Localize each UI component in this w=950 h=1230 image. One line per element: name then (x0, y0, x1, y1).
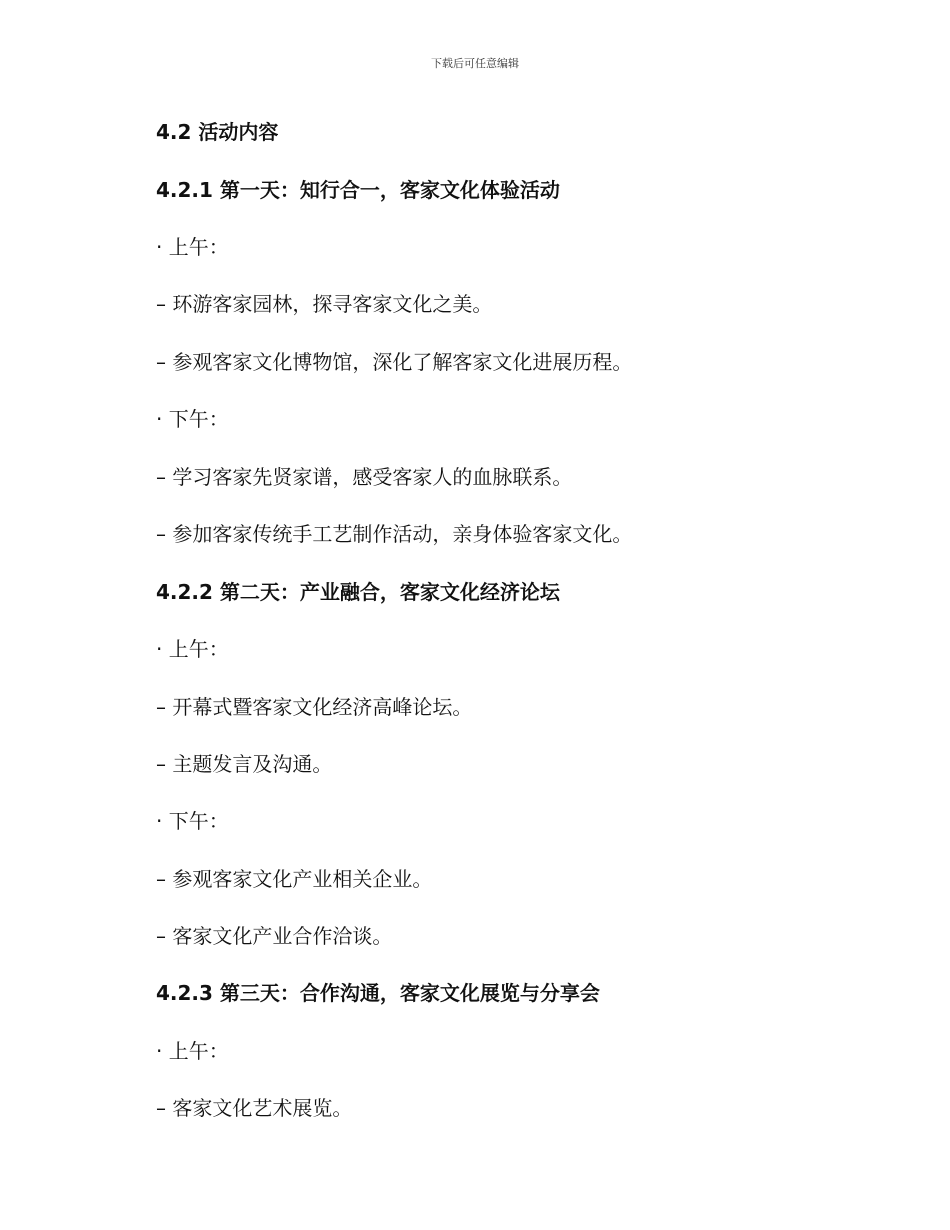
time-label: · 上午： (156, 637, 229, 661)
subsection-heading: 4.2.3 第三天：合作沟通，客家文化展览与分享会 (156, 981, 600, 1005)
time-label: · 下午： (156, 809, 229, 833)
subsection-heading: 4.2.2 第二天：产业融合，客家文化经济论坛 (156, 580, 560, 604)
activity-item: – 参观客家文化博物馆，深化了解客家文化进展历程。 (156, 350, 633, 374)
activity-item: – 参加客家传统手工艺制作活动，亲身体验客家文化。 (156, 522, 633, 546)
time-label: · 上午： (156, 235, 229, 259)
section-heading: 4.2 活动内容 (156, 120, 279, 144)
time-label: · 上午： (156, 1039, 229, 1063)
activity-item: – 客家文化艺术展览。 (156, 1096, 353, 1120)
page-header-note: 下载后可任意编辑 (431, 57, 519, 70)
time-label: · 下午： (156, 407, 229, 431)
activity-item: – 环游客家园林，探寻客家文化之美。 (156, 292, 493, 316)
activity-item: – 主题发言及沟通。 (156, 752, 333, 776)
subsection-heading: 4.2.1 第一天：知行合一，客家文化体验活动 (156, 178, 560, 202)
activity-item: – 参观客家文化产业相关企业。 (156, 867, 433, 891)
activity-item: – 学习客家先贤家谱，感受客家人的血脉联系。 (156, 465, 573, 489)
activity-item: – 开幕式暨客家文化经济高峰论坛。 (156, 695, 473, 719)
activity-item: – 客家文化产业合作洽谈。 (156, 924, 393, 948)
